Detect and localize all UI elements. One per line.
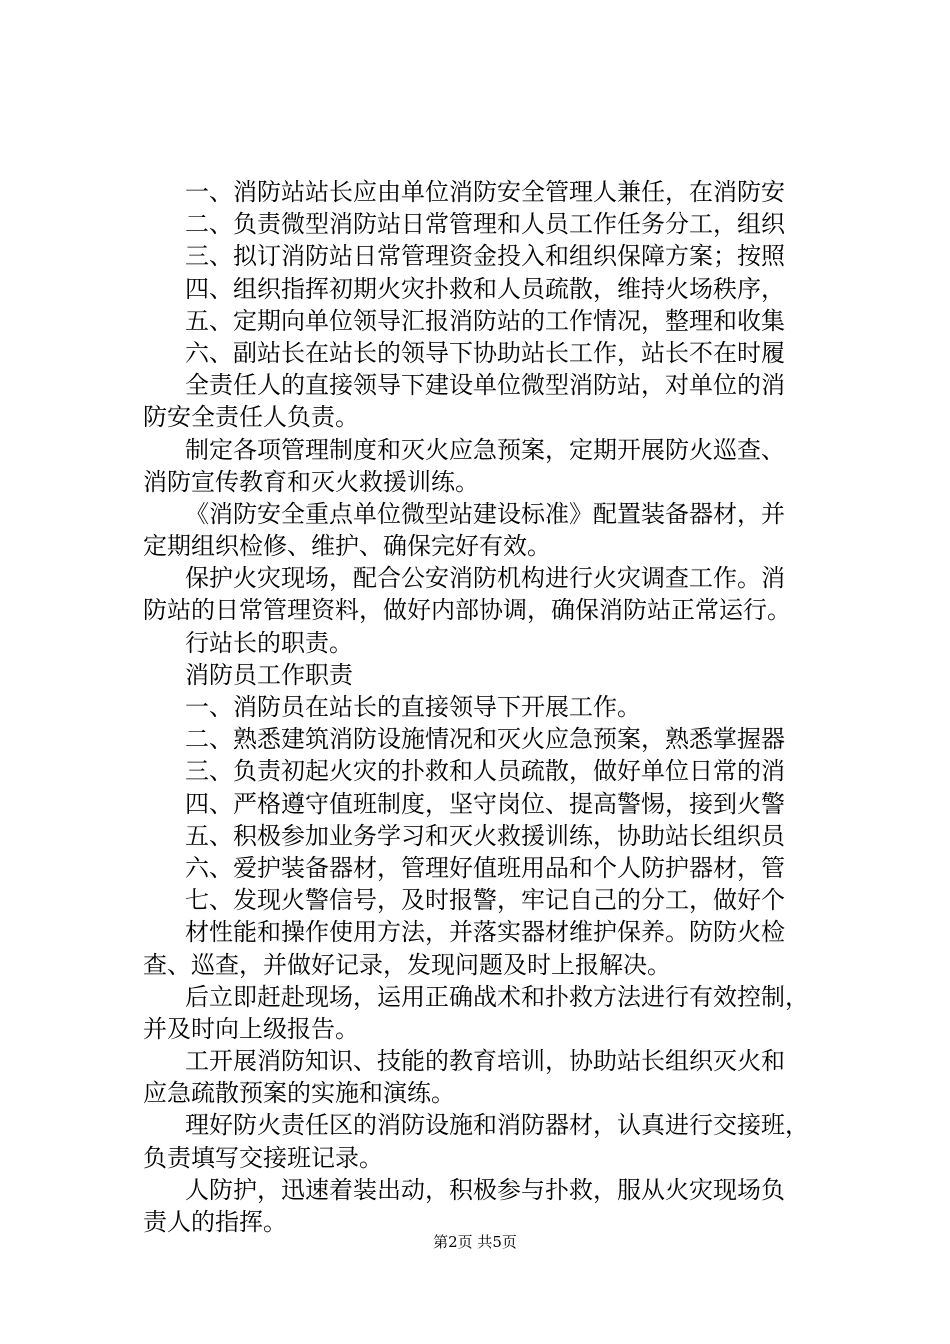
document-body xyxy=(143,176,843,1238)
text-line: 保护火灾现场，配合公安消防机构进行火灾调查工作。消 xyxy=(185,564,785,593)
text-line: 三、负责初起火灾的扑救和人员疏散，做好单位日常的消 xyxy=(185,757,785,786)
text-line: 并及时向上级报告。 xyxy=(143,1014,359,1043)
text-line: 二、熟悉建筑消防设施情况和灭火应急预案，熟悉掌握器 xyxy=(185,725,785,754)
text-line: 查、巡查，并做好记录，发现问题及时上报解决。 xyxy=(143,950,671,979)
text-line: 防安全责任人负责。 xyxy=(143,403,359,432)
text-line: 一、消防站站长应由单位消防安全管理人兼任，在消防安 xyxy=(185,178,785,206)
text-line: 防站的日常管理资料，做好内部协调，确保消防站正常运行。 xyxy=(143,596,791,625)
text-line: 工开展消防知识、技能的教育培训，协助站长组织灭火和 xyxy=(185,1047,785,1076)
text-line: 七、发现火警信号，及时报警，牢记自己的分工，做好个 xyxy=(185,886,785,915)
text-line: 制定各项管理制度和灭火应急预案，定期开展防火巡查、 xyxy=(185,435,785,464)
text-line: 负责填写交接班记录。 xyxy=(143,1143,383,1172)
text-line: 后立即赶赴现场，运用正确战术和扑救方法进行有效控制， xyxy=(185,982,809,1011)
text-line: 定期组织检修、维护、确保完好有效。 xyxy=(143,532,551,561)
text-line: 二、负责微型消防站日常管理和人员工作任务分工，组织 xyxy=(185,210,785,239)
text-line: 消防员工作职责 xyxy=(185,660,353,689)
text-line: 材性能和操作使用方法，并落实器材维护保养。防防火检 xyxy=(185,918,785,947)
text-line: 消防宣传教育和灭火救援训练。 xyxy=(143,467,479,496)
text-line: 责人的指挥。 xyxy=(143,1208,287,1236)
text-line: 行站长的职责。 xyxy=(185,628,353,657)
text-line: 四、严格遵守值班制度，坚守岗位、提高警惕，接到火警 xyxy=(185,789,785,818)
text-line: 一、消防员在站长的直接领导下开展工作。 xyxy=(185,693,641,721)
text-line: 人防护，迅速着装出动，积极参与扑救，服从火灾现场负 xyxy=(185,1175,785,1204)
text-line: 五、定期向单位领导汇报消防站的工作情况，整理和收集 xyxy=(185,306,785,335)
text-line: 六、爱护装备器材，管理好值班用品和个人防护器材，管 xyxy=(185,853,785,882)
text-line: 应急疏散预案的实施和演练。 xyxy=(143,1079,455,1108)
text-line: 《消防安全重点单位微型站建设标准》配置装备器材，并 xyxy=(185,499,785,528)
text-line: 四、组织指挥初期火灾扑救和人员疏散，维持火场秩序， xyxy=(185,274,785,303)
text-line: 六、副站长在站长的领导下协助站长工作，站长不在时履 xyxy=(185,338,785,367)
text-line: 三、拟订消防站日常管理资金投入和组织保障方案；按照 xyxy=(185,242,785,271)
text-line: 理好防火责任区的消防设施和消防器材，认真进行交接班， xyxy=(185,1111,809,1140)
page-footer: 第2页 共5页 xyxy=(433,1233,517,1251)
text-line: 全责任人的直接领导下建设单位微型消防站，对单位的消 xyxy=(185,371,785,400)
text-line: 五、积极参加业务学习和灭火救援训练，协助站长组织员 xyxy=(185,821,785,850)
